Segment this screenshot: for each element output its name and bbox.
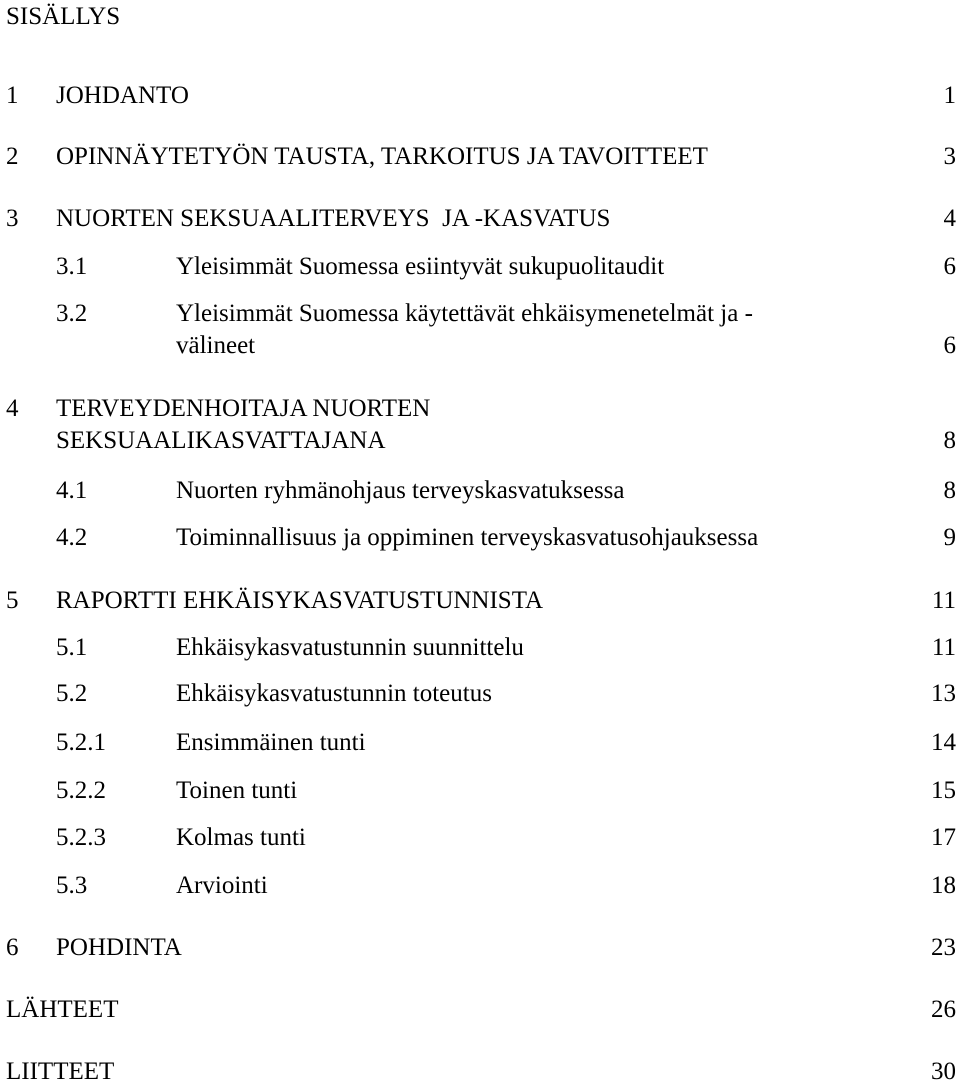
toc-entry-text: JOHDANTO (56, 82, 189, 109)
toc-entry-lahteet[interactable] (0, 994, 960, 1026)
toc-entry-page: 17 (931, 824, 956, 851)
toc-entry-text-continued: välineet (176, 332, 256, 359)
toc-entry-text: Ensimmäinen tunti (176, 729, 366, 756)
toc-entry-page: 6 (943, 332, 956, 359)
toc-entry-number: 5.3 (56, 872, 88, 899)
toc-entry-page: 23 (931, 934, 956, 961)
toc-entry-page: 8 (943, 427, 956, 454)
toc-entry-text: Ehkäisykasvatustunnin suunnittelu (176, 634, 524, 661)
toc-entry-number: 1 (6, 82, 19, 109)
toc-entry-page: 14 (931, 729, 956, 756)
toc-entry-page: 26 (931, 996, 956, 1023)
toc-entry-page: 8 (943, 477, 956, 504)
toc-entry-text: Nuorten ryhmänohjaus terveyskasvatuksessa (176, 477, 625, 504)
toc-entry-page: 9 (943, 524, 956, 551)
toc-entry-number: 5.2.3 (56, 824, 106, 851)
toc-entry-page: 11 (931, 634, 956, 661)
toc-entry-page: 4 (943, 205, 956, 232)
toc-entry-text: Toinen tunti (176, 777, 298, 804)
toc-entry-text: NUORTEN SEKSUAALITERVEYS JA -KASVATUS (56, 205, 611, 232)
toc-entry-text: Yleisimmät Suomessa käytettävät ehkäisymenetelmät ja - (176, 300, 753, 327)
toc-entry-text: Ehkäisykasvatustunnin toteutus (176, 680, 492, 707)
toc-entry-arviointi[interactable] (0, 870, 960, 902)
toc-entry-number: 4.1 (56, 477, 88, 504)
toc-entry-number: 3.2 (56, 300, 88, 327)
toc-entry-text: LÄHTEET (6, 996, 119, 1023)
toc-entry-number: 3 (6, 205, 19, 232)
toc-entry-text: Arviointi (176, 872, 268, 899)
toc-entry-toinen-tunti[interactable] (0, 775, 960, 807)
toc-entry-number: 5.1 (56, 634, 88, 661)
toc-entry-toteutus[interactable] (0, 678, 960, 710)
toc-entry-page: 1 (943, 82, 956, 109)
toc-entry-text: RAPORTTI EHKÄISYKASVATUSTUNNISTA (56, 587, 544, 614)
toc-entry-text: Kolmas tunti (176, 824, 306, 851)
toc-entry-toiminnallisuus[interactable] (0, 522, 960, 554)
toc-entry-number: 5.2.1 (56, 729, 106, 756)
toc-entry-number: 2 (6, 143, 19, 170)
toc-entry-number: 6 (6, 934, 19, 961)
toc-entry-text: POHDINTA (56, 934, 182, 961)
toc-entry-text: OPINNÄYTETYÖN TAUSTA, TARKOITUS JA TAVOITTEET (56, 143, 708, 170)
toc-entry-page: 18 (931, 872, 956, 899)
toc-entry-number: 3.1 (56, 253, 88, 280)
toc-entry-page: 11 (931, 587, 956, 614)
toc-entry-nuorten-seksuaaliterveys[interactable] (0, 203, 960, 235)
toc-entry-number: 5.2.2 (56, 777, 106, 804)
toc-entry-text: Yleisimmät Suomessa esiintyvät sukupuolitaudit (176, 253, 665, 280)
toc-entry-liitteet[interactable] (0, 1056, 960, 1088)
toc-entry-suunnittelu[interactable] (0, 632, 960, 664)
toc-entry-text: TERVEYDENHOITAJA NUORTEN (56, 395, 431, 422)
toc-entry-number: 4 (6, 395, 19, 422)
toc-entry-ehkaisymenetelmat[interactable] (0, 298, 960, 362)
toc-entry-ensimmainen-tunti[interactable] (0, 727, 960, 759)
toc-entry-raportti[interactable] (0, 585, 960, 617)
toc-entry-pohdinta[interactable] (0, 932, 960, 964)
toc-entry-text: LIITTEET (6, 1058, 115, 1085)
toc-entry-page: 30 (931, 1058, 956, 1085)
toc-entry-text-continued: SEKSUAALIKASVATTAJANA (56, 427, 386, 454)
toc-entry-number: 5.2 (56, 680, 88, 707)
toc-entry-ryhmanohjaus[interactable] (0, 475, 960, 507)
toc-title: SISÄLLYS (6, 3, 121, 30)
toc-entry-page: 3 (943, 143, 956, 170)
toc-entry-page: 15 (931, 777, 956, 804)
toc-entry-text: Toiminnallisuus ja oppiminen terveyskasvatusohjauksessa (176, 524, 759, 551)
toc-entry-number: 5 (6, 587, 19, 614)
toc-entry-opinnaytetyon-tausta[interactable] (0, 141, 960, 173)
toc-entry-sukupuolitaudit[interactable] (0, 251, 960, 283)
toc-entry-page: 6 (943, 253, 956, 280)
toc-entry-number: 4.2 (56, 524, 88, 551)
toc-entry-page: 13 (931, 680, 956, 707)
toc-entry-johdanto[interactable] (0, 80, 960, 112)
toc-entry-terveydenhoitaja[interactable] (0, 393, 960, 457)
toc-entry-kolmas-tunti[interactable] (0, 822, 960, 854)
